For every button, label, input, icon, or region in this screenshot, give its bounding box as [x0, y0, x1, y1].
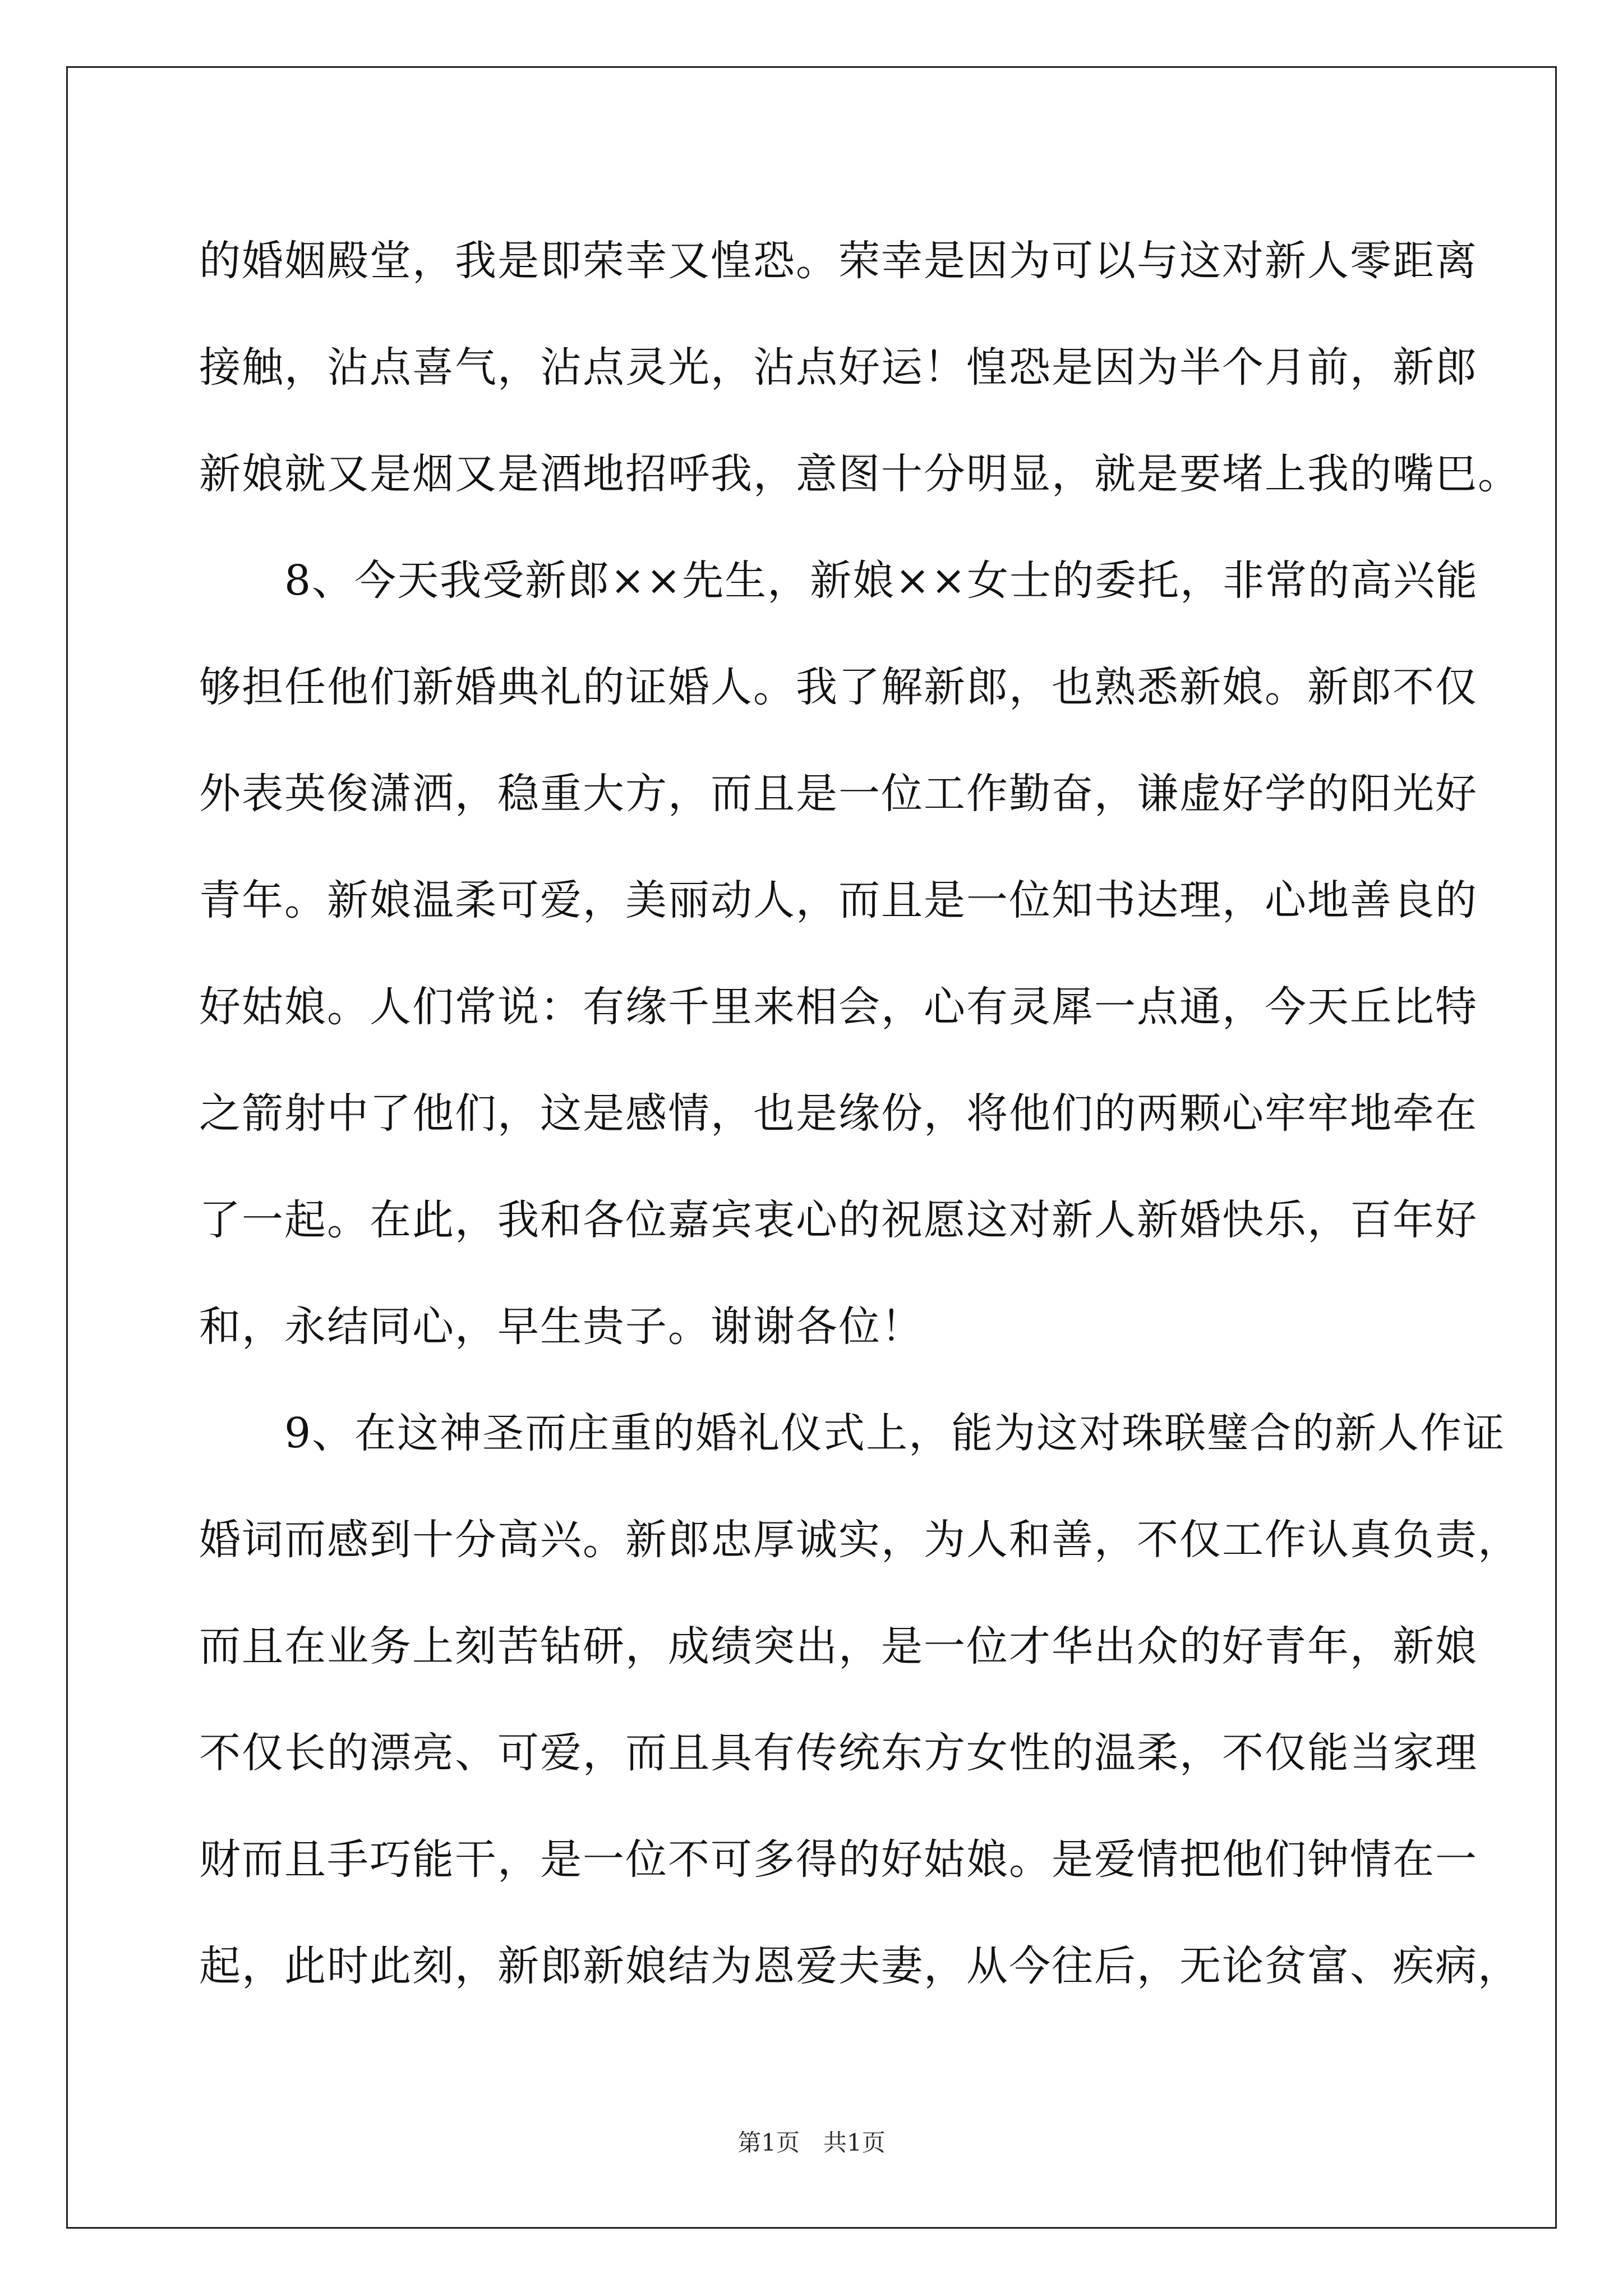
text-line: 够担任他们新婚典礼的证婚人。我了解新郎，也熟悉新娘。新郎不仅 [199, 663, 1478, 711]
text-line: 婚词而感到十分高兴。新郎忠厚诚实，为人和善，不仅工作认真负责， [199, 1516, 1520, 1564]
text-line: 起，此时此刻，新郎新娘结为恩爱夫妻，从今往后，无论贫富、疾病， [199, 1942, 1520, 1990]
text-line: 接触，沾点喜气，沾点灵光，沾点好运！惶恐是因为半个月前，新郎 [199, 343, 1478, 392]
page-footer: 第1页 共1页 [737, 2129, 886, 2156]
text-line: 好姑娘。人们常说：有缘千里来相会，心有灵犀一点通，今天丘比特 [199, 983, 1478, 1031]
text-line: 而且在业务上刻苦钻研，成绩突出，是一位才华出众的好青年，新娘 [199, 1622, 1478, 1671]
text-line: 和，永结同心，早生贵子。谢谢各位！ [199, 1303, 924, 1351]
text-line: 财而且手巧能干，是一位不可多得的好姑娘。是爱情把他们钟情在一 [199, 1835, 1478, 1884]
text-line: 青年。新娘温柔可爱，美丽动人，而且是一位知书达理，心地善良的 [199, 876, 1478, 924]
text-line: 9、在这神圣而庄重的婚礼仪式上，能为这对珠联璧合的新人作证 [199, 1409, 1506, 1457]
text-line: 新娘就又是烟又是酒地招呼我，意图十分明显，就是要堵上我的嘴巴。 [199, 450, 1520, 498]
text-line: 不仅长的漂亮、可爱，而且具有传统东方女性的温柔，不仅能当家理 [199, 1729, 1478, 1777]
text-line: 8、今天我受新郎××先生，新娘××女士的委托，非常的高兴能 [199, 556, 1479, 605]
text-line: 了一起。在此，我和各位嘉宾衷心的祝愿这对新人新婚快乐，百年好 [199, 1196, 1478, 1244]
text-line: 的婚姻殿堂，我是即荣幸又惶恐。荣幸是因为可以与这对新人零距离 [199, 237, 1478, 285]
text-line: 之箭射中了他们，这是感情，也是缘份，将他们的两颗心牢牢地牵在 [199, 1089, 1478, 1138]
document-body [199, 208, 1520, 2019]
text-line: 外表英俊潇洒，稳重大方，而且是一位工作勤奋，谦虚好学的阳光好 [199, 770, 1478, 818]
